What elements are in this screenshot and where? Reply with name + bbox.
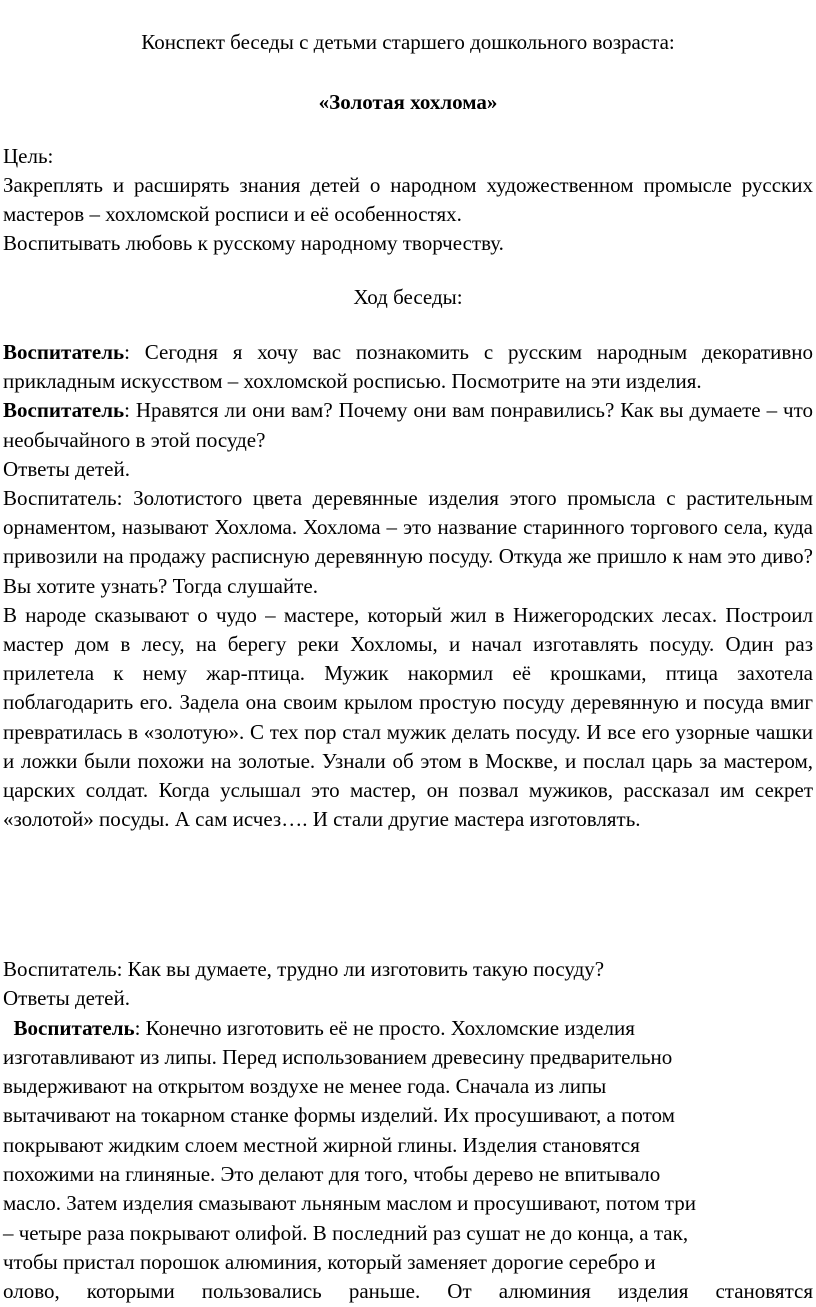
paragraph-text: : Конечно изготовить её не просто. Хохломские изделия (134, 1015, 635, 1040)
last-paragraph-line: чтобы пристал порошок алюминия, который заменяет дорогие серебро и (3, 1249, 656, 1274)
course-heading: Ход беседы: (353, 285, 463, 309)
goal-line: Закреплять и расширять знания детей о народном художественном промысле русских мастеров – хохломской росписи и её особенностях. (3, 173, 813, 226)
last-paragraph-line: – четыре раза покрывают олифой. В последний раз сушат не до конца, а так, (3, 1220, 689, 1245)
paragraph-text: Сегодня я хочу вас познакомить с русским народным декоративно прикладным искусством – хохломской росписью. Посмотрите на эти изделия. (3, 340, 813, 394)
paragraph-text: Воспитатель: Золотистого цвета деревянные изделия этого промысла с растительным орнаментом, называют Хохлома. Хохлома – это название старинного торгового села, куда привозили на продажу расписную деревянную посуду. Откуда же пришло к нам это диво? Вы хотите узнать? Тогда слушайте. (3, 486, 813, 598)
last-paragraph-line: олово, которыми пользовались раньше. От алюминия изделия становятся (3, 1279, 813, 1304)
speaker-label: Воспитатель (3, 340, 125, 364)
paragraph (3, 484, 813, 601)
paragraph-text: В народе сказывают о чудо – мастере, который жил в Нижегородских лесах. Построил мастер дом в лесу, на берегу реки Хохломы, и начал изготавлять посуду. Один раз прилетела к нему жар-птица. Мужик накормил её крошками, птица захотела поблагодарить его. Задела она своим крылом простую посуду деревянную и посуда вмиг превратилась в «золотую». С тех пор стал мужик делать посуду. И все его узорные чашки и ложки были похожи на золотые. Узнали об этом в Москве, и послал царь за мастером, царских солдат. Когда услышал это мастер, он позвал мужиков, рассказал им секрет «золотой» посуды. А сам исчез…. И стали другие мастера изготовлять. (3, 602, 813, 832)
goal-line: Воспитывать любовь к русскому народному творчеству. (3, 231, 504, 255)
paragraph (3, 455, 813, 484)
paragraph-text: Нравятся ли они вам? Почему они вам понравились? Как вы думаете – что необычайного в этой посуде? (3, 398, 813, 452)
last-paragraph-line: выдерживают на открытом воздухе не менее года. Сначала из липы (3, 1074, 607, 1099)
tail-line: Воспитатель: Как вы думаете, трудно ли изготовить такую посуду? (3, 957, 605, 981)
last-paragraph-line: масло. Затем изделия смазывают льняным маслом и просушивают, потом три (3, 1191, 696, 1216)
paragraph-text: Ответы детей. (3, 456, 130, 481)
paragraph (3, 601, 813, 835)
last-paragraph-line: покрывают жидким слоем местной жирной глины. Изделия становятся (3, 1132, 640, 1157)
speaker-label: Воспитатель (13, 1015, 135, 1040)
last-paragraph-line: изготавливают из липы. Перед использованием древесину предварительно (3, 1044, 673, 1069)
tail-line: Ответы детей. (3, 986, 130, 1011)
document-subtitle: «Золотая хохлома» (318, 90, 498, 114)
speaker-separator: : (124, 398, 136, 423)
speaker-label: Воспитатель (3, 398, 125, 423)
dialog-section (3, 338, 813, 834)
goal-label: Цель: (3, 144, 54, 168)
last-paragraph-line: похожими на глиняные. Это делают для того, чтобы дерево не впитывало (3, 1162, 661, 1187)
paragraph (3, 338, 813, 396)
goal-section (3, 142, 813, 258)
last-paragraph-line: вытачивают на токарном станке формы изделий. Их просушивают, а потом (3, 1103, 675, 1128)
speaker-separator: : (124, 340, 145, 364)
paragraph (3, 396, 813, 454)
tail-section (3, 955, 813, 1307)
document-title: Конспект беседы с детьми старшего дошкольного возраста: (141, 30, 675, 54)
last-paragraph-line (3, 1014, 813, 1043)
